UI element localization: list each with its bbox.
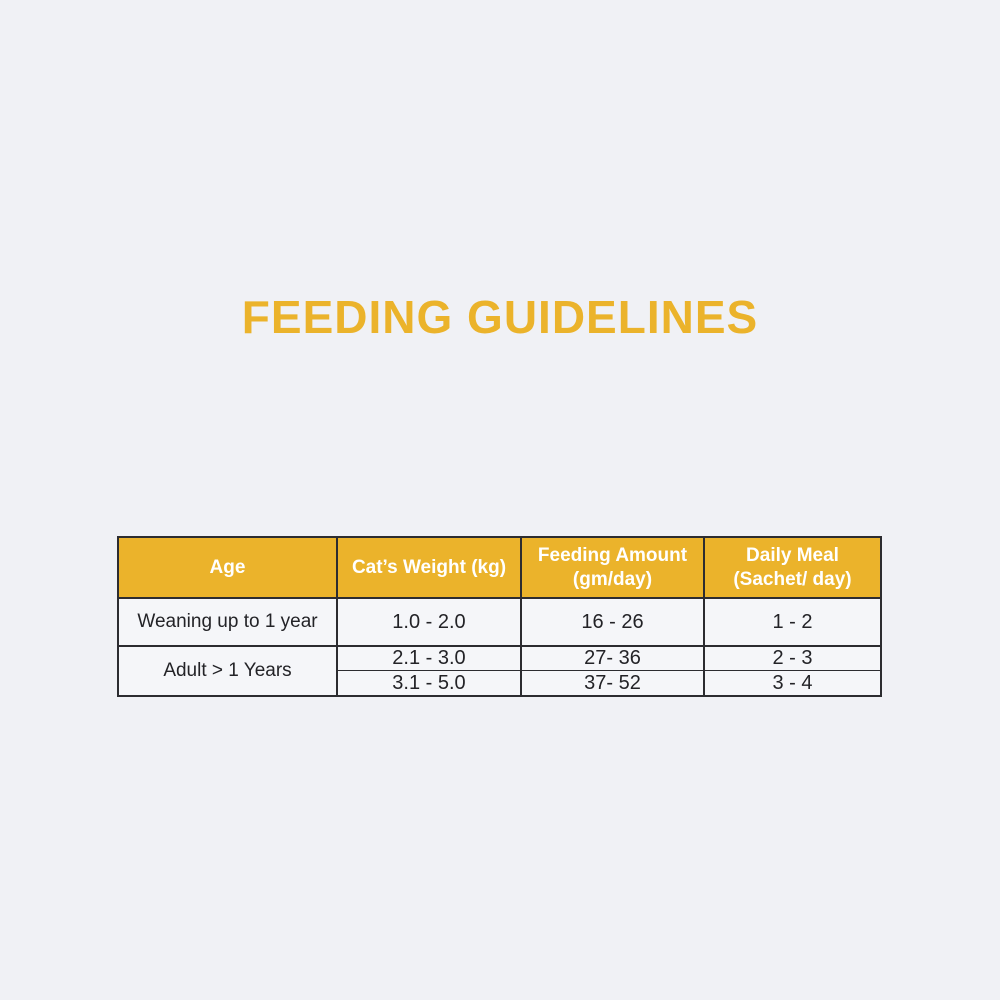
table-row-weaning	[118, 598, 881, 646]
header-daily-meal	[704, 537, 881, 598]
cell-amount-weaning: 16 - 26	[521, 598, 704, 646]
cell-weight-adult-small: 2.1 - 3.0	[337, 646, 521, 671]
cell-meals-adult-large: 3 - 4	[704, 671, 881, 697]
header-cats-weight	[337, 537, 521, 598]
cell-meals-adult-small: 2 - 3	[704, 646, 881, 671]
header-age-label: Age	[209, 556, 246, 578]
feeding-guidelines-table	[117, 536, 882, 697]
cell-age-adult: Adult > 1 Years	[118, 646, 337, 696]
cell-weight-weaning: 1.0 - 2.0	[337, 598, 521, 646]
header-age	[118, 537, 337, 598]
cell-age-weaning: Weaning up to 1 year	[118, 598, 337, 646]
cell-amount-adult-large: 37- 52	[521, 671, 704, 697]
header-daily-meal-label-line1: Daily Meal	[746, 545, 839, 567]
header-feeding-amount	[521, 537, 704, 598]
table-header-row	[118, 537, 881, 598]
header-cats-weight-label: Cat’s Weight (kg)	[351, 556, 507, 578]
cell-weight-adult-large: 3.1 - 5.0	[337, 671, 521, 697]
table-row-adult-small	[118, 646, 881, 671]
cell-meals-weaning: 1 - 2	[704, 598, 881, 646]
cell-amount-adult-small: 27- 36	[521, 646, 704, 671]
header-feeding-amount-label-line2: (gm/day)	[572, 568, 653, 590]
page-title: FEEDING GUIDELINES	[241, 291, 759, 343]
header-feeding-amount-label-line1: Feeding Amount	[537, 545, 688, 567]
header-daily-meal-label-line2: (Sachet/ day)	[733, 568, 852, 590]
